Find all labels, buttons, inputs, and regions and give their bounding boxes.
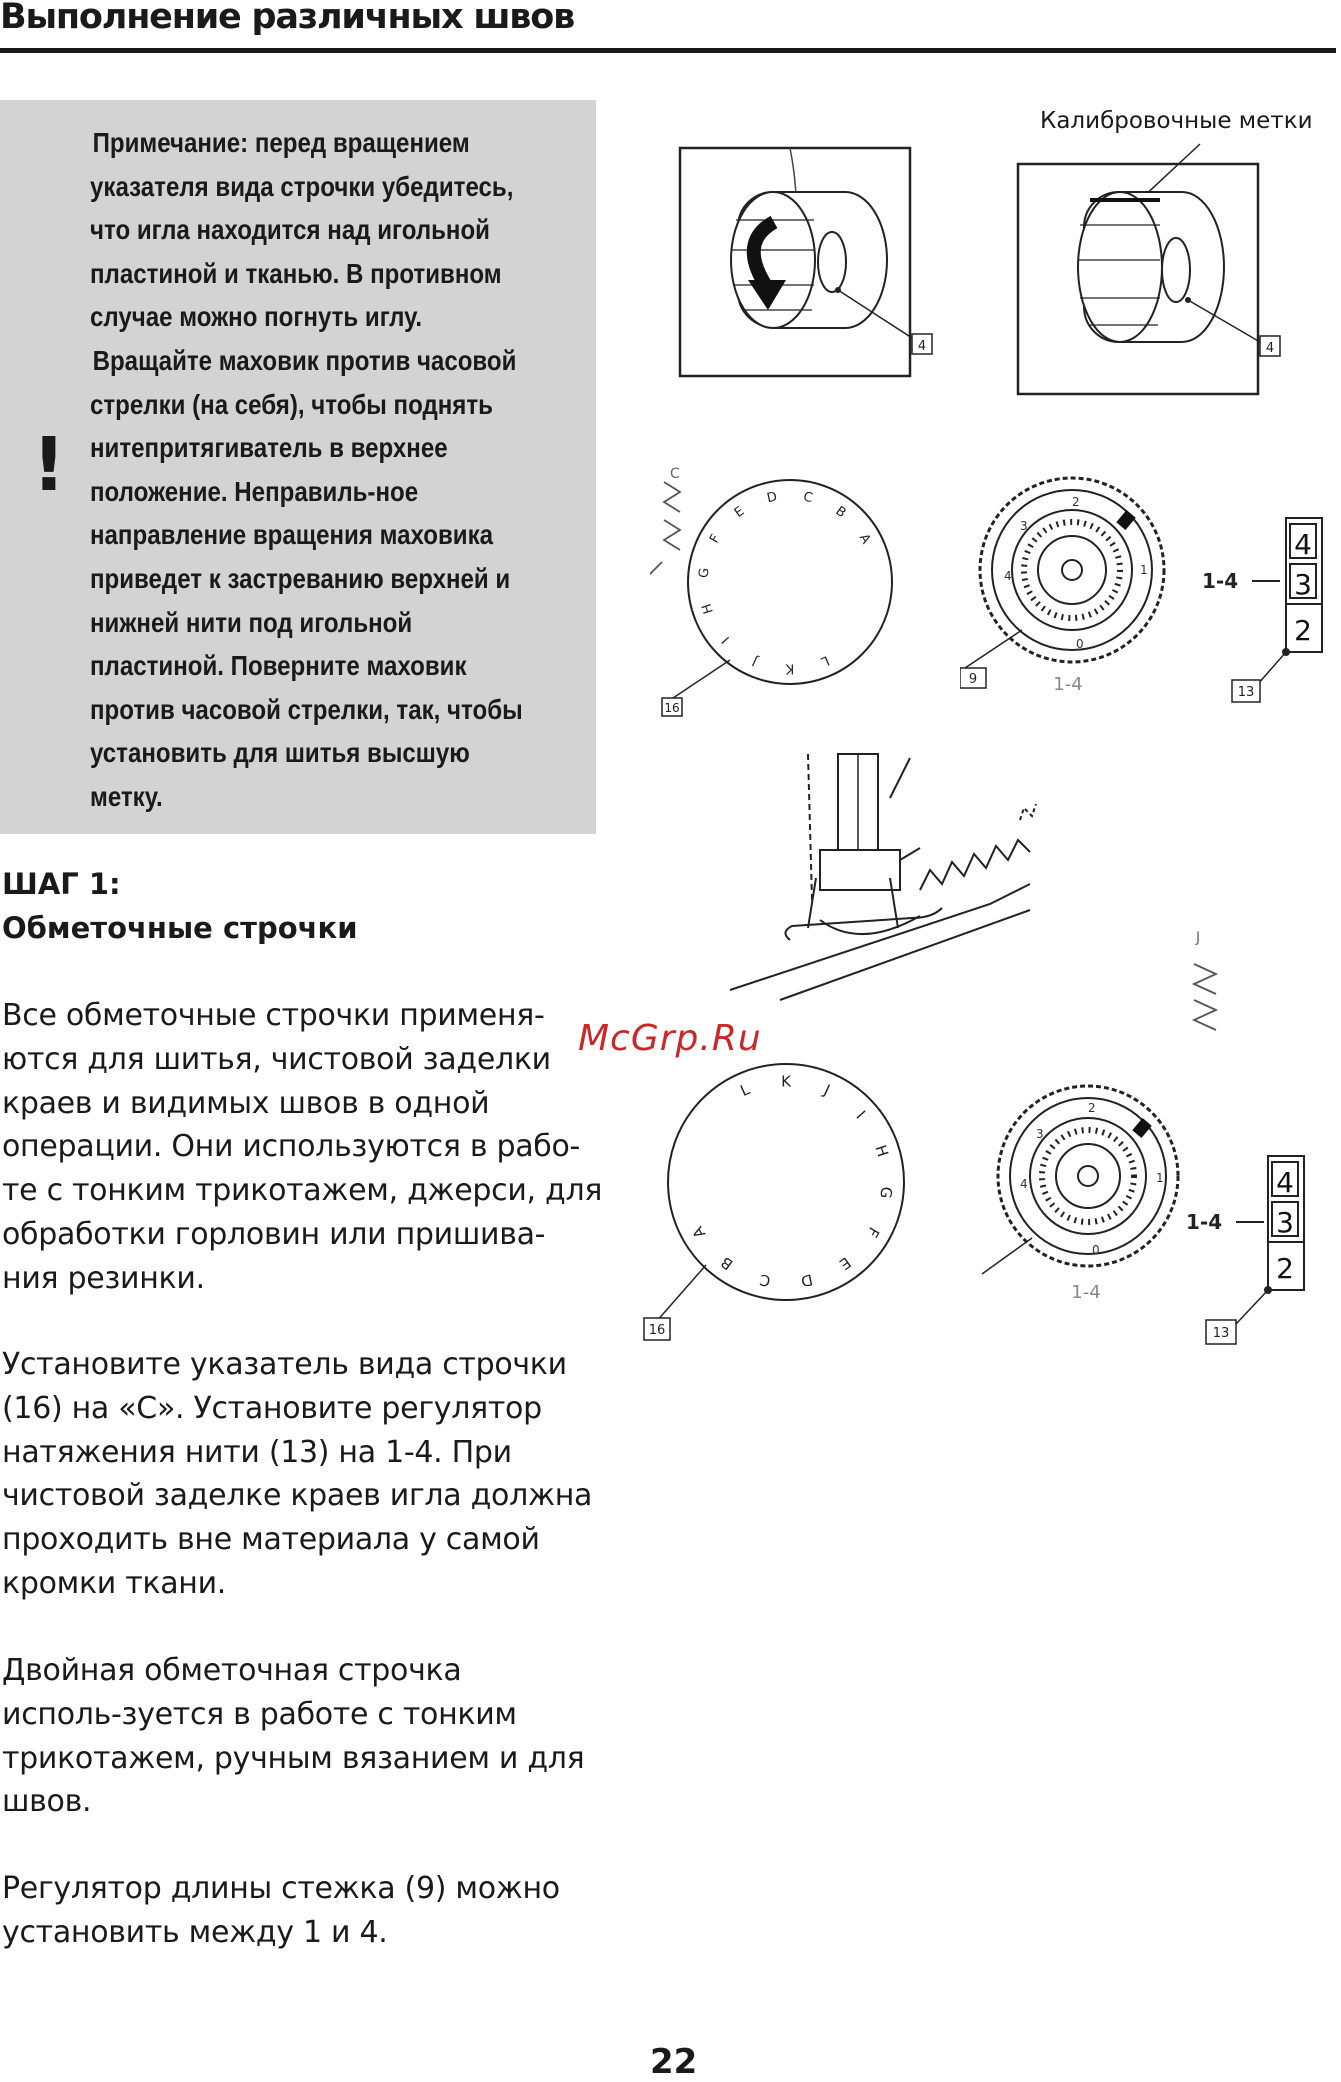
- note-line: пластиной. Поверните маховик: [90, 650, 467, 682]
- handwheel-rotation-figure: [676, 140, 976, 380]
- note-line: против часовой стрелки, так, чтобы: [90, 693, 523, 725]
- ref-number: 13: [1237, 685, 1255, 700]
- stitch-length-dial-top: [960, 470, 1180, 710]
- zigzag-stitch-icon: [660, 474, 684, 564]
- body-line: кромки ткани.: [2, 1565, 227, 1601]
- ref-number: 9: [968, 672, 978, 687]
- tension-setting: 1-4: [1186, 1210, 1223, 1234]
- ref-number: 13: [1212, 1326, 1230, 1341]
- dial-letter: B: [717, 1252, 737, 1274]
- note-line: Вращайте маховик против часовой: [92, 344, 517, 376]
- note-line: положение. Неправиль-ное: [90, 475, 419, 507]
- step-heading: [2, 862, 582, 950]
- dial-letter: E: [835, 1253, 855, 1274]
- note-line: направление вращения маховика: [90, 519, 494, 551]
- body-line: краев и видимых швов в одной: [2, 1085, 490, 1121]
- dial-letter: G: [696, 567, 713, 579]
- tension-value: 2: [1276, 1252, 1294, 1285]
- dial-letter: J: [750, 652, 760, 669]
- dial-letter: L: [818, 652, 832, 669]
- dial-letter: K: [781, 1072, 791, 1091]
- dial-letter: G: [876, 1185, 896, 1200]
- tension-setting: 1-4: [1202, 569, 1239, 593]
- step-label: ШАГ 1:: [2, 867, 121, 901]
- ref-number: 4: [1265, 341, 1275, 356]
- exclamation-icon: !: [32, 422, 66, 508]
- page-title: Выполнение различных швов: [0, 0, 575, 37]
- note-line: приведет к застреванию верхней и: [90, 562, 511, 594]
- title-divider: [0, 48, 1336, 53]
- page-number: 22: [650, 2042, 698, 2082]
- body-line: швов.: [2, 1784, 92, 1820]
- zigzag-stitch-icon: [1190, 928, 1230, 1038]
- note-line: Примечание: перед вращением: [92, 127, 470, 158]
- note-line: метку.: [90, 780, 163, 812]
- handwheel-calibration-figure: [1010, 140, 1330, 400]
- stitch-range-label: 1-4: [1053, 674, 1083, 695]
- dial-letter: C: [801, 489, 814, 507]
- ref-number: 16: [664, 701, 680, 715]
- body-line: натяжения нити (13) на 1-4. При: [2, 1434, 512, 1470]
- dial-mark: 4: [1004, 569, 1012, 583]
- dial-mark: 2: [1072, 495, 1080, 509]
- dial-mark: 1: [1156, 1171, 1164, 1185]
- dial-letter: J: [821, 1081, 833, 1100]
- body-line: ния резинки.: [2, 1260, 205, 1296]
- note-text: [90, 121, 585, 819]
- note-paragraph-2: [90, 339, 585, 819]
- body-line: исполь-зуется в работе с тонким: [2, 1696, 517, 1732]
- dial-mark: 0: [1092, 1243, 1100, 1257]
- dial-letter: D: [765, 489, 779, 507]
- presser-foot-overlock-figure: [720, 750, 1080, 1020]
- note-line: нитепритягиватель в верхнее: [90, 432, 448, 464]
- dial-letter: D: [799, 1270, 815, 1291]
- body-line: Двойная обметочная строчка: [2, 1653, 462, 1688]
- dial-letter: A: [855, 531, 874, 547]
- note-line: случае можно погнуть иглу.: [90, 301, 423, 333]
- dial-mark: 3: [1020, 519, 1028, 533]
- body-line: проходить вне материала у самой: [2, 1522, 540, 1558]
- pattern-selector-dial-bottom: [636, 1060, 936, 1350]
- dial-letter: H: [871, 1142, 892, 1160]
- body-paragraph-4: [2, 1867, 590, 1955]
- body-line: операции. Они используются в рабо-: [2, 1129, 581, 1165]
- tension-value: 4: [1276, 1166, 1294, 1199]
- pattern-selector-dial-top: [650, 460, 930, 730]
- body-line: те с тонким трикотажем, джерси, для: [2, 1173, 603, 1209]
- dial-mark: 2: [1088, 1101, 1096, 1115]
- body-line: ются для шитья, чистовой заделки: [2, 1041, 551, 1077]
- dial-letter: I: [719, 633, 733, 646]
- ref-number: 4: [917, 339, 927, 354]
- stitch-range-label: 1-4: [1071, 1282, 1101, 1303]
- note-line: указателя вида строчки убедитесь,: [90, 170, 514, 202]
- dial-letter: H: [699, 601, 717, 616]
- note-line: стрелки (на себя), чтобы поднять: [90, 388, 493, 420]
- note-line: пластиной и тканью. В противном: [90, 257, 502, 289]
- tension-value: 3: [1276, 1206, 1294, 1239]
- dial-letter: F: [863, 1224, 883, 1241]
- body-line: (16) на «С». Установите регулятор: [2, 1390, 542, 1426]
- tension-value: 4: [1294, 528, 1312, 561]
- body-paragraph-2: [2, 1343, 593, 1606]
- dial-mark: 0: [1076, 637, 1084, 651]
- body-line: обработки горловин или пришива-: [2, 1216, 546, 1252]
- selector-mark: J: [1196, 930, 1201, 946]
- note-line: что игла находится над игольной: [90, 214, 490, 246]
- ref-number: 16: [648, 1323, 666, 1338]
- body-paragraph-3: [2, 1649, 590, 1824]
- calibration-label: Калибровочные метки: [1040, 108, 1313, 134]
- dial-letter: L: [737, 1080, 753, 1101]
- dial-letter: B: [832, 503, 849, 522]
- selector-mark: C: [670, 466, 680, 482]
- body-line: Регулятор длины стежка (9) можно: [2, 1871, 560, 1906]
- note-paragraph-1: [90, 121, 585, 339]
- tension-value: 3: [1294, 568, 1312, 601]
- step-name: Обметочные строчки: [2, 911, 358, 945]
- body-line: Установите указатель вида строчки: [2, 1347, 567, 1382]
- body-paragraph-1: [2, 994, 603, 1301]
- body-line: Все обметочные строчки применя-: [2, 998, 545, 1033]
- dial-mark: 1: [1140, 563, 1148, 577]
- watermark: McGrp.Ru: [578, 1018, 762, 1059]
- body-line: трикотажем, ручным вязанием и для: [2, 1740, 585, 1776]
- dial-letter: F: [707, 532, 724, 546]
- dial-letter: E: [731, 503, 748, 521]
- dial-letter: A: [688, 1223, 710, 1242]
- dial-mark: 3: [1036, 1127, 1044, 1141]
- note-line: нижней нити под игольной: [90, 606, 413, 638]
- dial-letter: I: [852, 1107, 869, 1123]
- body-line: установить между 1 и 4.: [2, 1914, 388, 1950]
- dial-letter: C: [758, 1270, 773, 1291]
- thread-tension-figure-top: [1190, 500, 1330, 710]
- stitch-length-dial-bottom: [976, 1080, 1196, 1310]
- dial-letter: K: [785, 660, 795, 676]
- note-line: установить для шитья высшую: [90, 737, 470, 769]
- body-line: чистовой заделке краев игла должна: [2, 1478, 593, 1514]
- thread-tension-figure-bottom: [1180, 1140, 1330, 1350]
- dial-mark: 4: [1020, 1177, 1028, 1191]
- tension-value: 2: [1294, 614, 1312, 647]
